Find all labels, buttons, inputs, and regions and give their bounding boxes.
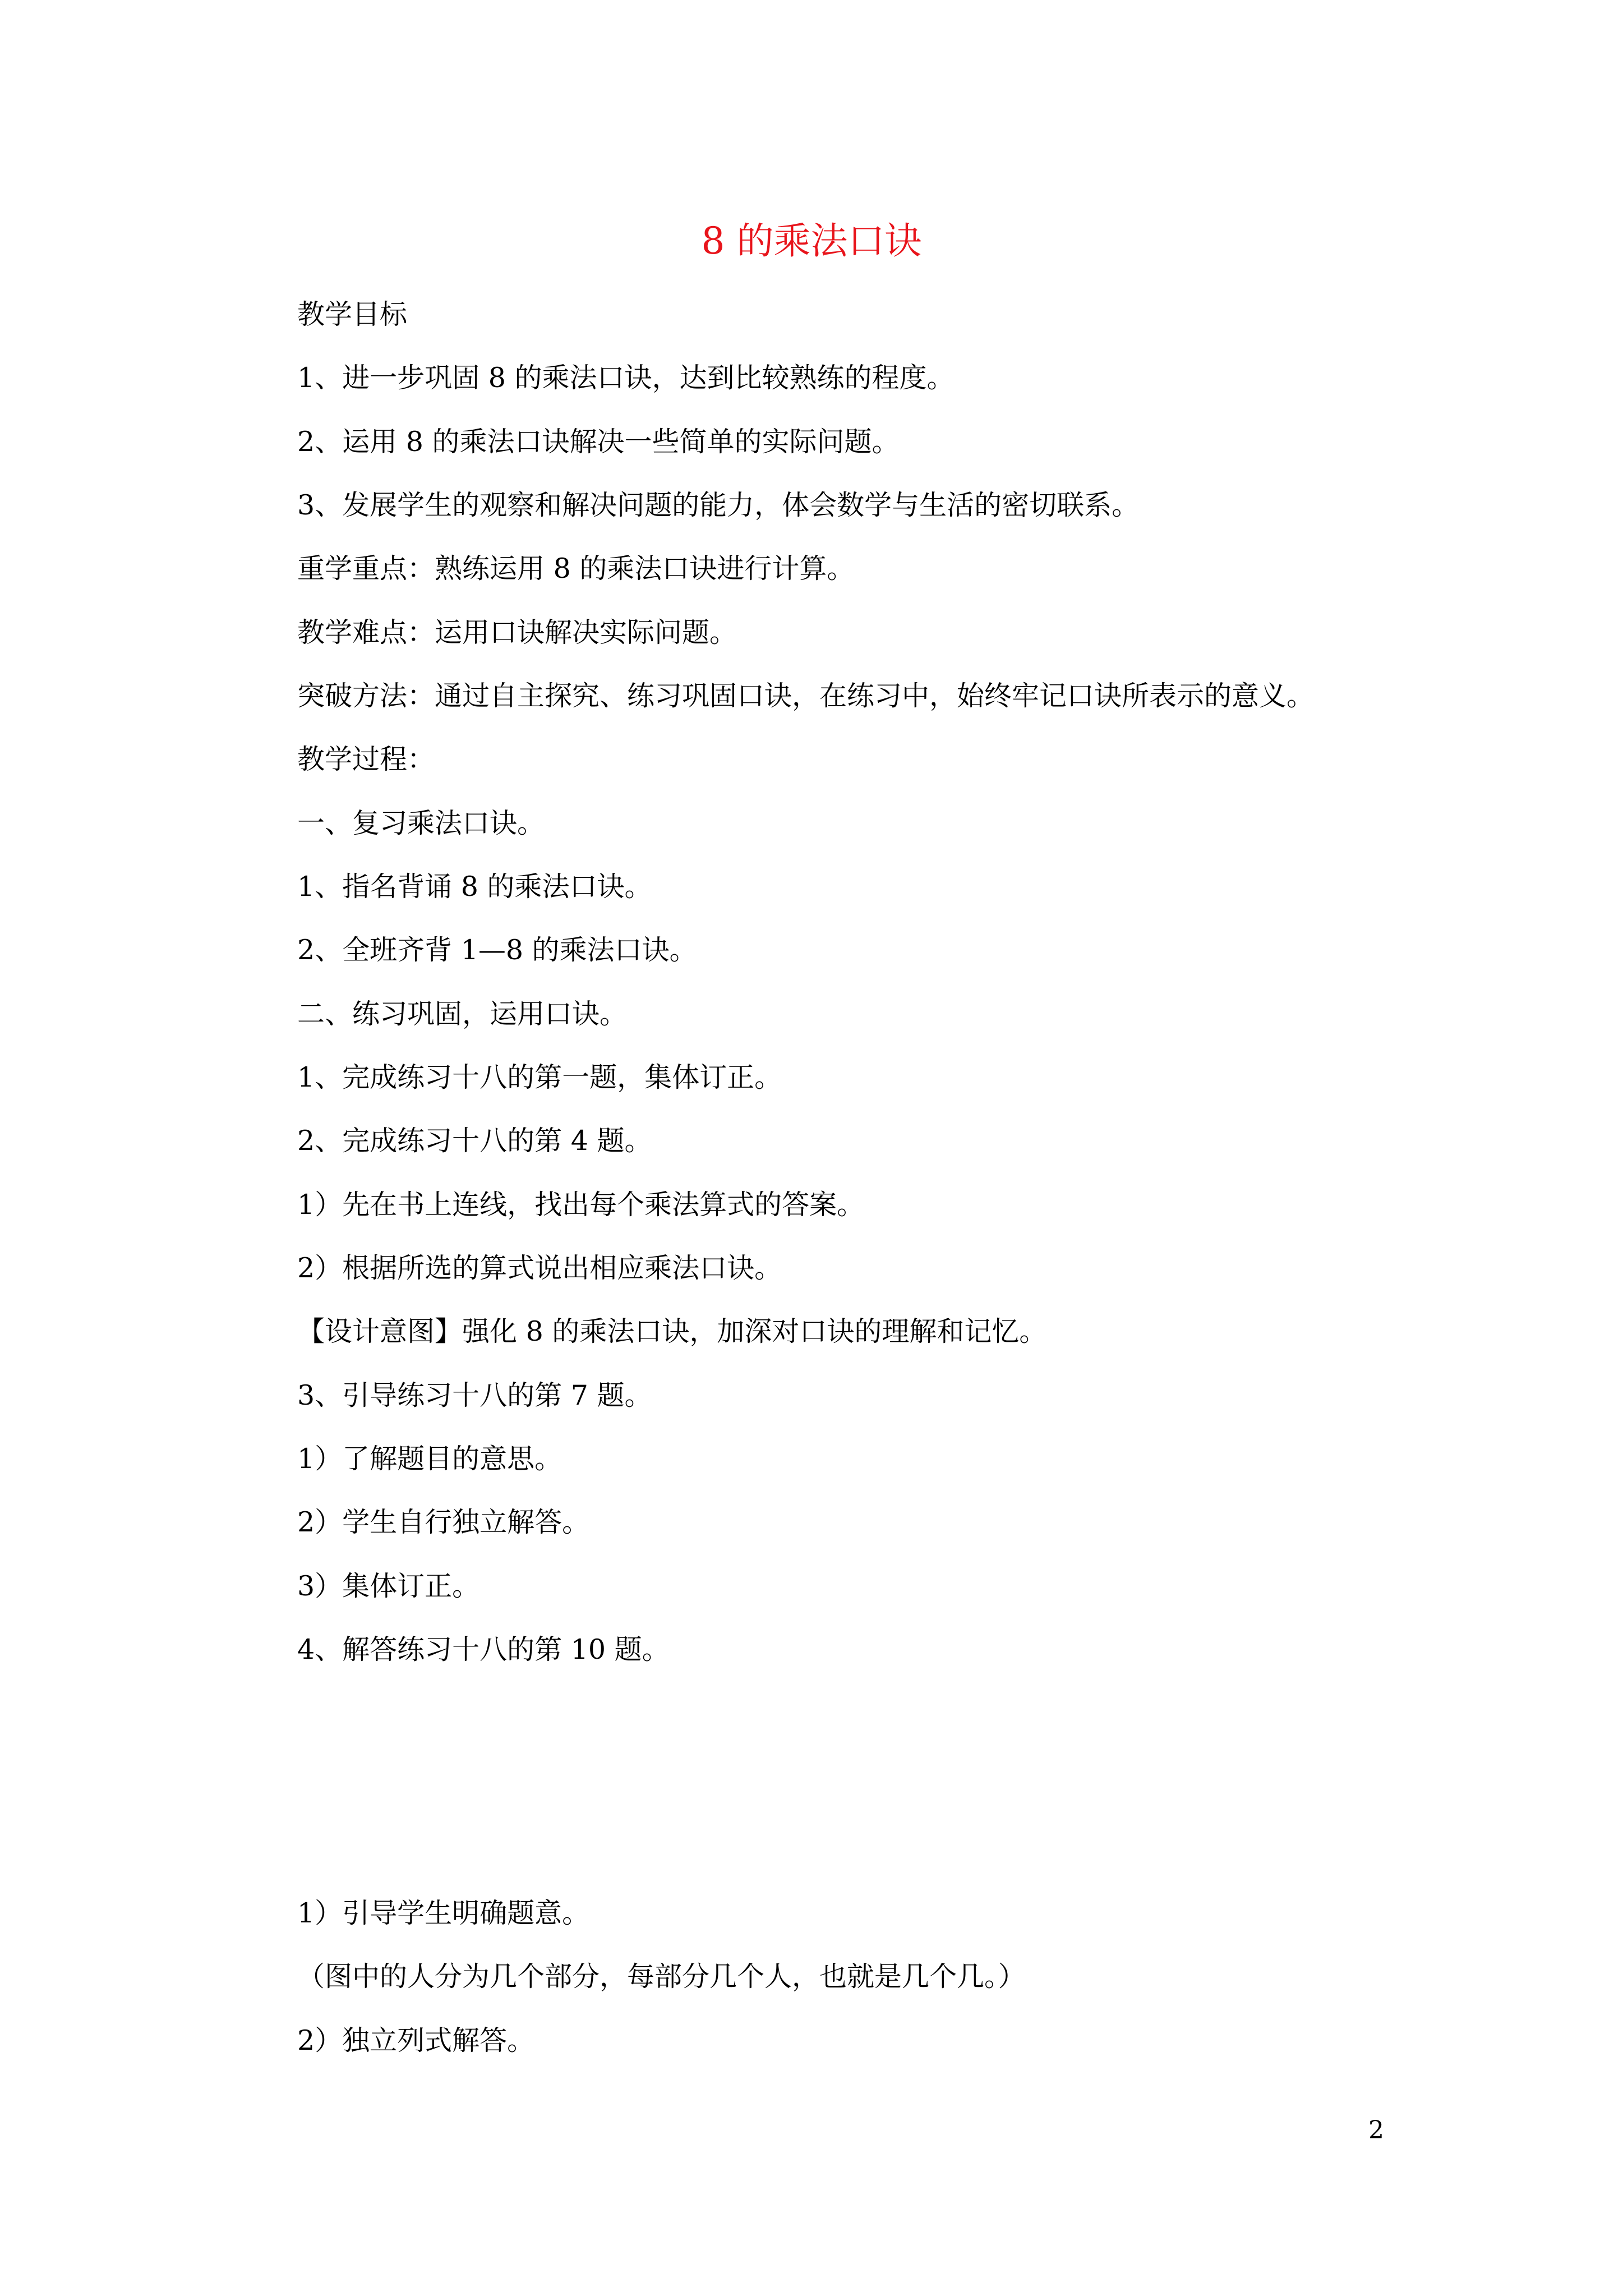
paragraph: 1、指名背诵 8 的乘法口诀。 [297, 871, 652, 903]
paragraph: 2、全班齐背 1—8 的乘法口诀。 [297, 934, 697, 966]
paragraph: （图中的人分为几个部分，每部分几个人，也就是几个几。） [297, 1961, 1026, 1993]
page-title: 8 的乘法口诀 [701, 219, 922, 263]
paragraph: 2）学生自行独立解答。 [297, 1506, 590, 1538]
paragraph: 突破方法：通过自主探究、练习巩固口诀，在练习中，始终牢记口诀所表示的意义。 [297, 680, 1315, 712]
paragraph: 教学难点：运用口诀解决实际问题。 [297, 616, 737, 648]
section-heading-process: 教学过程： [297, 743, 435, 775]
paragraph: 一、复习乘法口诀。 [297, 807, 545, 839]
paragraph: 3、发展学生的观察和解决问题的能力，体会数学与生活的密切联系。 [297, 489, 1140, 521]
paragraph: 1）先在书上连线，找出每个乘法算式的答案。 [297, 1189, 865, 1221]
paragraph: 3）集体订正。 [297, 1570, 480, 1602]
paragraph: 1）了解题目的意思。 [297, 1443, 562, 1475]
paragraph: 2、运用 8 的乘法口诀解决一些简单的实际问题。 [297, 426, 900, 458]
paragraph: 1）引导学生明确题意。 [297, 1897, 590, 1929]
paragraph: 2、完成练习十八的第 4 题。 [297, 1125, 652, 1157]
paragraph: 4、解答练习十八的第 10 题。 [297, 1634, 670, 1665]
paragraph: 1、完成练习十八的第一题，集体订正。 [297, 1061, 782, 1093]
paragraph: 2）独立列式解答。 [297, 2024, 535, 2056]
paragraph: 重学重点：熟练运用 8 的乘法口诀进行计算。 [297, 553, 855, 585]
paragraph: 二、练习巩固，运用口诀。 [297, 998, 628, 1030]
section-heading-objectives: 教学目标 [297, 298, 408, 330]
paragraph: 2）根据所选的算式说出相应乘法口诀。 [297, 1252, 782, 1284]
paragraph: 3、引导练习十八的第 7 题。 [297, 1379, 652, 1411]
paragraph: 1、进一步巩固 8 的乘法口诀，达到比较熟练的程度。 [297, 362, 955, 394]
page-number: 2 [1368, 2116, 1384, 2145]
paragraph: 【设计意图】强化 8 的乘法口诀，加深对口诀的理解和记忆。 [297, 1315, 1047, 1347]
